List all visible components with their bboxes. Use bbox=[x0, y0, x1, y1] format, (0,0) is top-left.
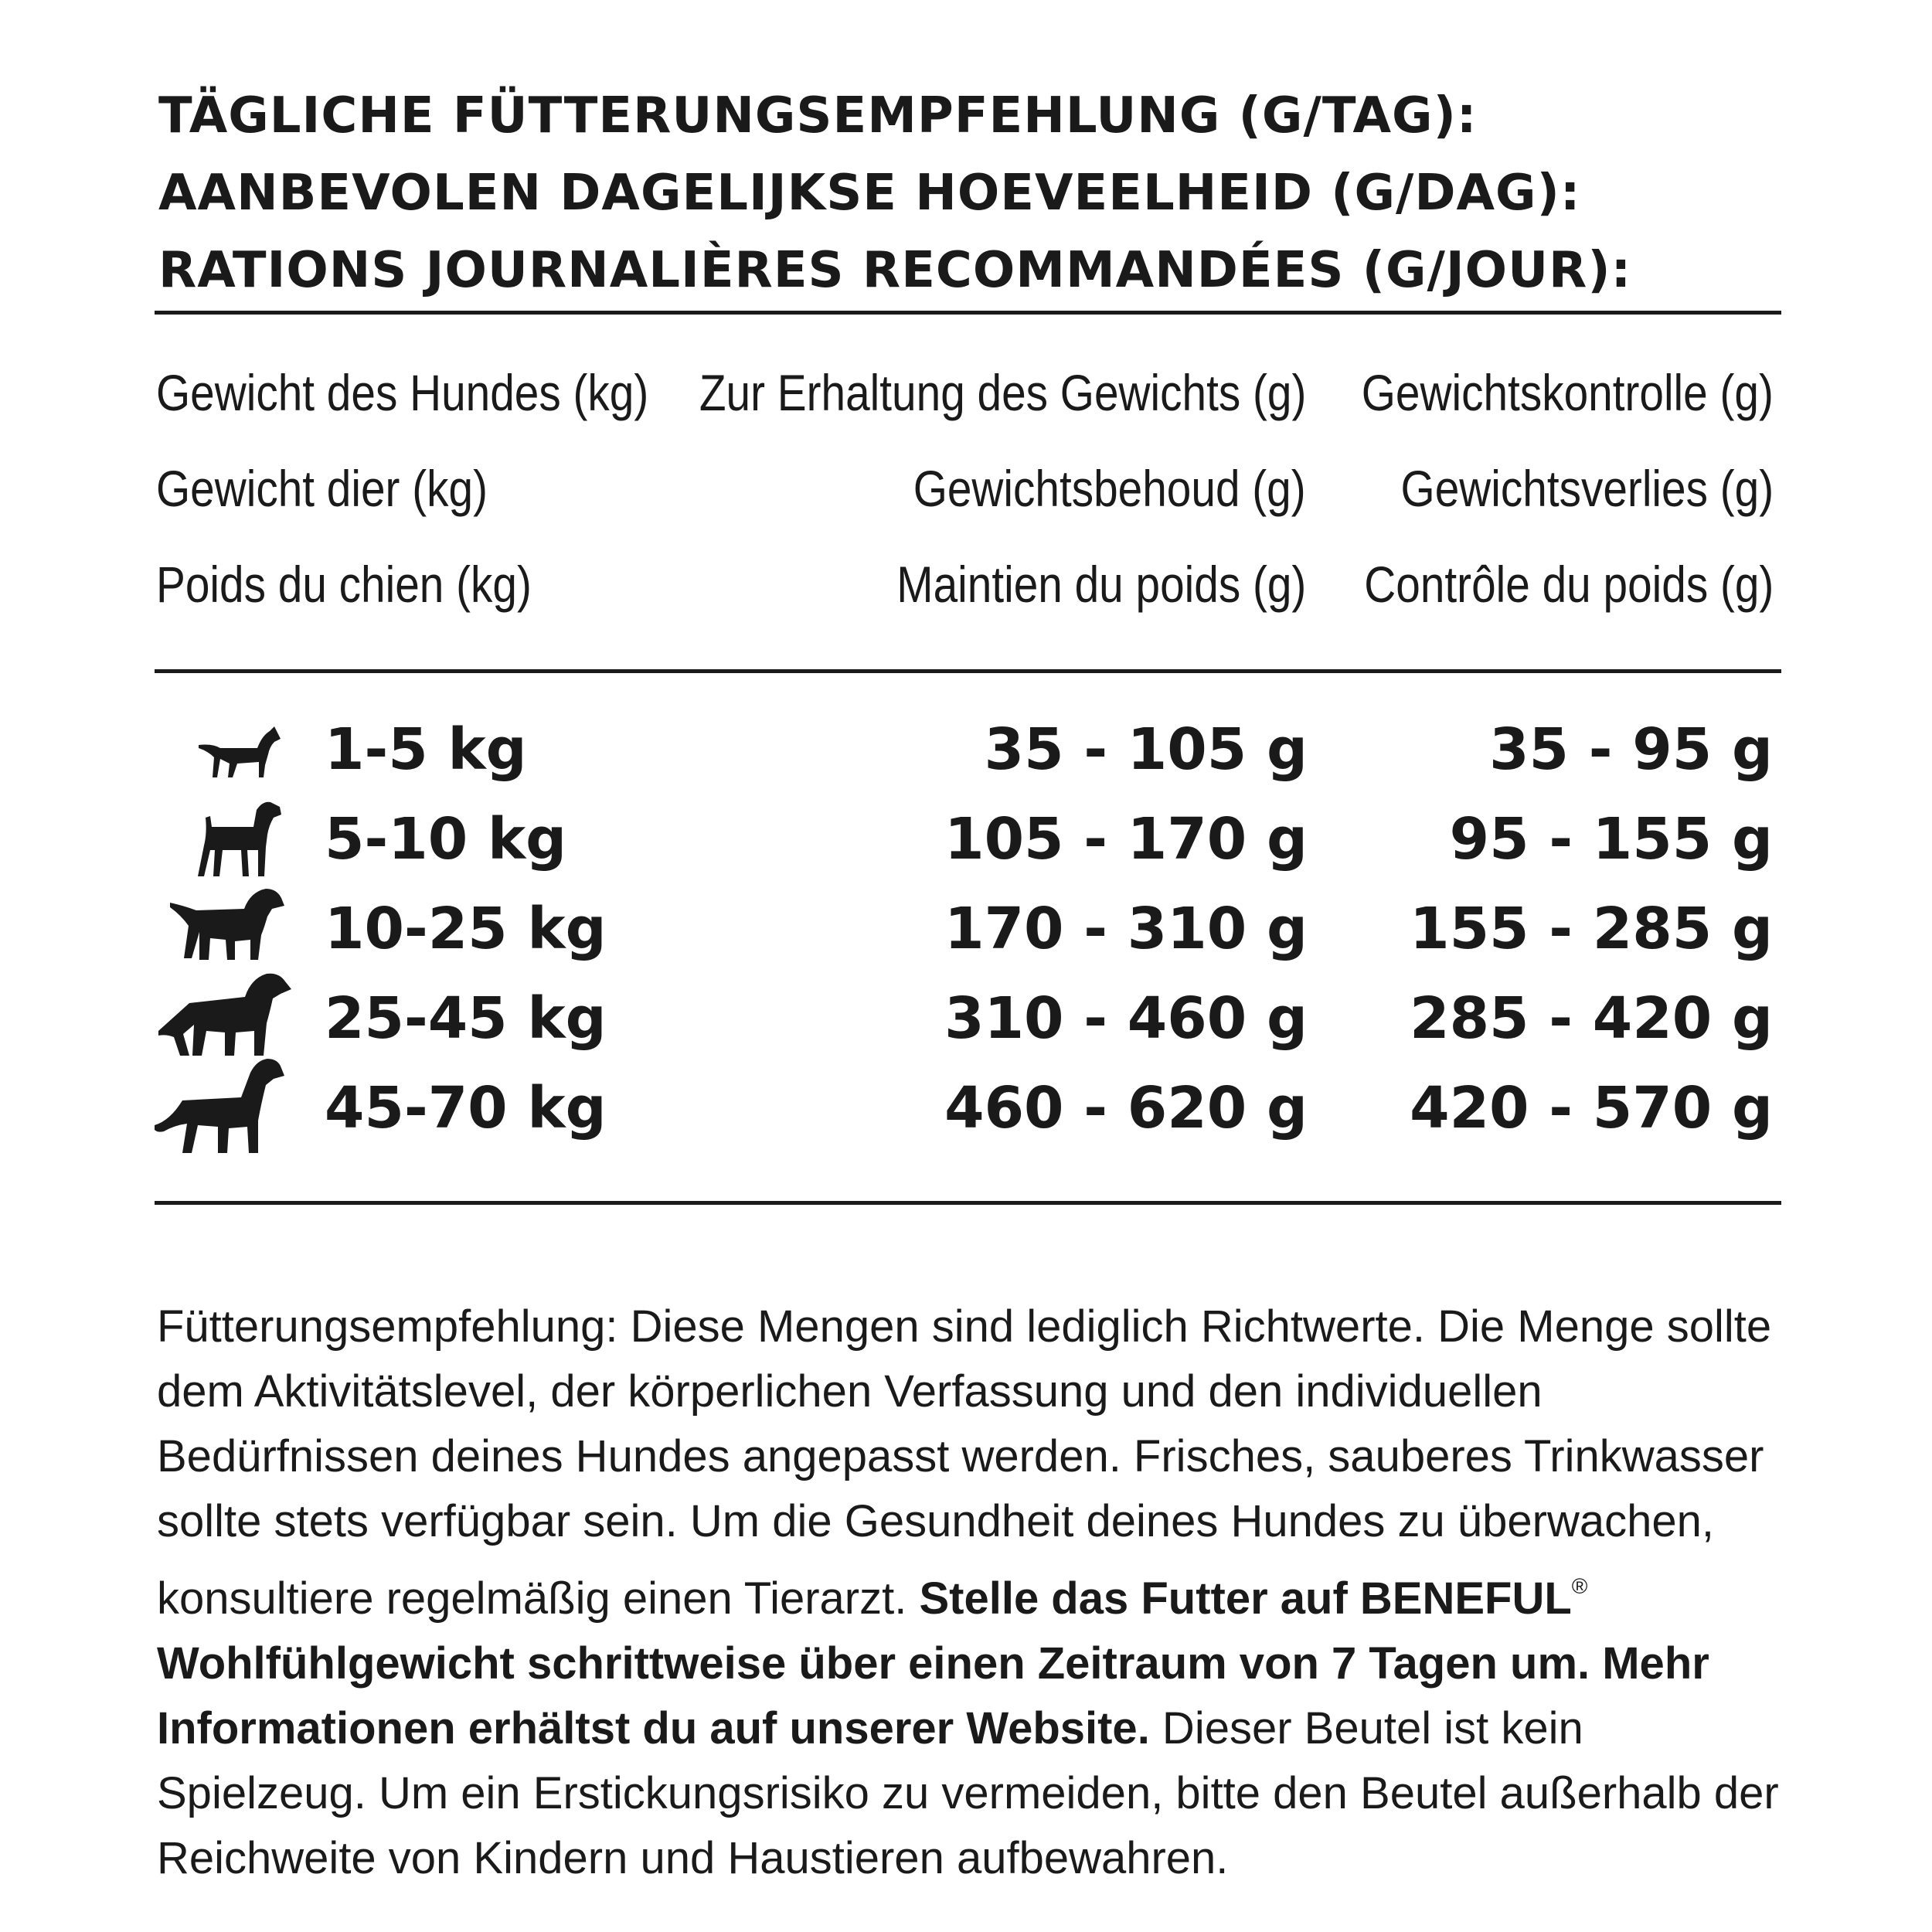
header-control-fr: Contrôle du poids (g) bbox=[1363, 556, 1774, 613]
table-row bbox=[0, 794, 1932, 884]
control-cell: 35 - 95 g bbox=[1489, 716, 1773, 783]
header-control-de: Gewichtskontrolle (g) bbox=[1361, 364, 1774, 421]
header-maintenance-fr: Maintien du poids (g) bbox=[896, 556, 1306, 613]
bottom-divider bbox=[155, 1201, 1781, 1205]
header-divider bbox=[155, 669, 1781, 673]
registered-mark: ® bbox=[1571, 1574, 1588, 1598]
weight-cell: 10-25 kg bbox=[325, 896, 607, 962]
top-divider bbox=[155, 311, 1781, 315]
title-de: TÄGLICHE FÜTTERUNGSEMPFEHLUNG (G/TAG): bbox=[158, 87, 1478, 145]
dog-medium-icon bbox=[170, 886, 286, 963]
weight-cell: 45-70 kg bbox=[325, 1075, 607, 1141]
table-row bbox=[0, 1063, 1932, 1153]
title-nl: AANBEVOLEN DAGELIJKSE HOEVEELHEID (G/DAG): bbox=[158, 165, 1581, 222]
table-row bbox=[0, 974, 1932, 1063]
note-text-2: Dieser Beutel ist kein Spielzeug. Um ein Erstickungsrisiko zu vermeiden, bitte den Beutel außerhalb der Reichweite von Kindern und Haustieren aufbewahren. bbox=[157, 1703, 1779, 1883]
note-bold-text: Stelle das Futter auf BENEFUL bbox=[919, 1573, 1572, 1624]
header-weight-de: Gewicht des Hundes (kg) bbox=[156, 364, 649, 421]
header-weight-nl: Gewicht dier (kg) bbox=[156, 460, 488, 517]
feeding-note bbox=[157, 1294, 1803, 1891]
table-row bbox=[0, 705, 1932, 794]
table-row bbox=[0, 884, 1932, 974]
control-cell: 155 - 285 g bbox=[1410, 896, 1773, 962]
control-cell: 285 - 420 g bbox=[1410, 985, 1773, 1052]
title-block bbox=[158, 77, 1781, 309]
control-cell: 420 - 570 g bbox=[1410, 1075, 1773, 1141]
header-maintenance-nl: Gewichtsbehoud (g) bbox=[913, 460, 1306, 517]
title-fr: RATIONS JOURNALIÈRES RECOMMANDÉES (G/JOUR): bbox=[158, 242, 1632, 299]
dog-large-icon bbox=[158, 969, 294, 1060]
note-bold-text-2: Wohlfühlgewicht schrittweise über einen Zeitraum von 7 Tagen um. Mehr Informationen erhältst du auf unserer Website. bbox=[157, 1638, 1709, 1753]
maintenance-cell: 310 - 460 g bbox=[944, 985, 1308, 1052]
weight-cell: 5-10 kg bbox=[325, 806, 567, 872]
header-maintenance-de: Zur Erhaltung des Gewichts (g) bbox=[699, 364, 1306, 421]
note-text: Fütterungsempfehlung: Diese Mengen sind lediglich Richtwerte. Die Menge sollte dem Aktivitätslevel, der körperlichen Verfassung und den individuellen Bedürfnissen deines Hundes angepasst werden. Frisches, sauberes Trinkwasser sollte stets verfügbar sein. Um die Gesundheit deines Hundes zu überwachen, konsultiere regelmäßig einen Tierarzt. bbox=[157, 1301, 1772, 1624]
weight-cell: 1-5 kg bbox=[325, 716, 527, 783]
maintenance-cell: 105 - 170 g bbox=[944, 806, 1308, 872]
maintenance-cell: 460 - 620 g bbox=[944, 1075, 1308, 1141]
dog-giant-icon bbox=[155, 1056, 286, 1156]
maintenance-cell: 35 - 105 g bbox=[984, 716, 1308, 783]
dog-small-icon bbox=[193, 799, 284, 879]
dog-tiny-icon bbox=[197, 722, 282, 784]
control-cell: 95 - 155 g bbox=[1449, 806, 1773, 872]
maintenance-cell: 170 - 310 g bbox=[944, 896, 1308, 962]
header-weight-fr: Poids du chien (kg) bbox=[156, 556, 532, 613]
weight-cell: 25-45 kg bbox=[325, 985, 607, 1052]
header-control-nl: Gewichtsverlies (g) bbox=[1400, 460, 1774, 517]
